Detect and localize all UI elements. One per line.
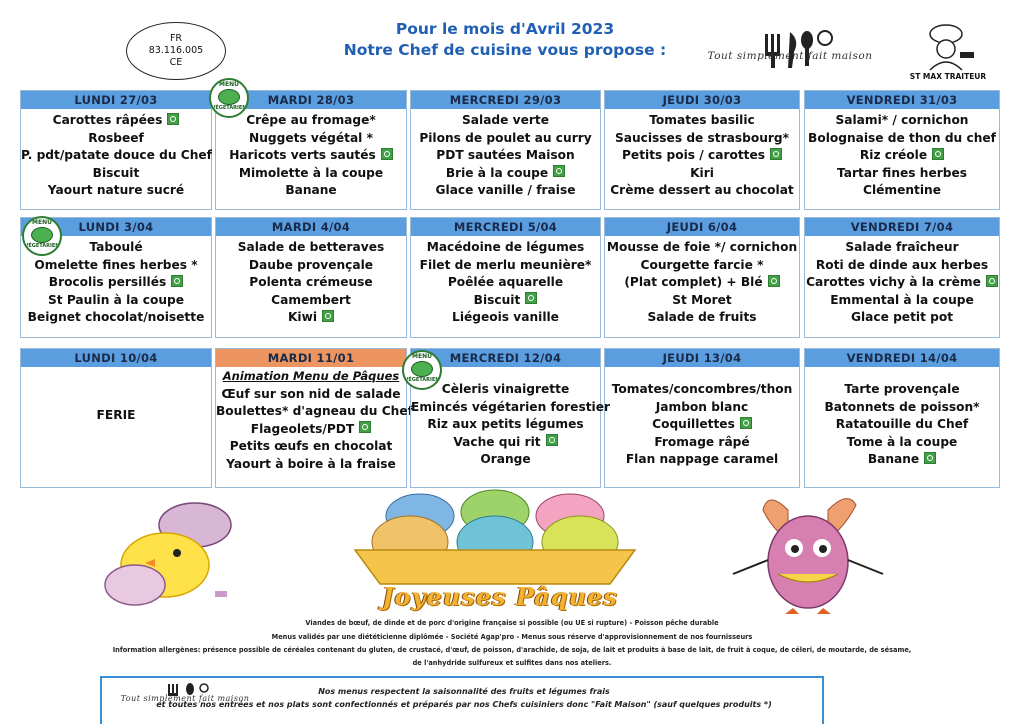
menu-item-label: Jambon blanc: [655, 399, 749, 414]
menu-item-label: Salami* / cornichon: [835, 113, 969, 127]
menu-item-label: Flageolets/PDT: [250, 421, 355, 436]
menu-item: [805, 292, 999, 310]
menu-item-label: Salade fraîcheur: [845, 240, 959, 254]
menu-item-label: Biscuit: [473, 292, 521, 307]
menu-item-label: St Moret: [672, 292, 732, 307]
menu-item-label: Banane: [867, 452, 920, 467]
menu-item: [21, 112, 211, 130]
menu-item-label: Glace petit pot: [850, 310, 954, 325]
vegetarian-menu-badge: [22, 216, 62, 256]
menu-item-label: Haricots verts sautés: [229, 148, 376, 163]
menu-item-label: Poêlée aquarelle: [447, 275, 564, 290]
menu-item-label: Emincés végétarien forestier: [411, 399, 610, 414]
menu-item-label: Kiri: [690, 165, 714, 180]
easter-eggs-icon: [345, 488, 645, 586]
menu-item: [805, 165, 999, 183]
day-cell: [410, 217, 601, 338]
leaf-icon: [411, 361, 433, 377]
day-menu: [411, 236, 600, 327]
menu-item-label: Ratatouille du Chef: [835, 417, 969, 432]
menu-item-label: Mousse de foie */ cornichon: [606, 240, 798, 254]
day-cell: [20, 90, 212, 210]
easter-greeting: Joyeuses Pâques: [382, 582, 618, 611]
menu-item-label: Salade verte: [462, 113, 549, 127]
bunny-egg-icon: [728, 490, 888, 615]
menu-item-label: Tartar fines herbes: [837, 165, 967, 180]
egg-character-illustration: [728, 490, 888, 615]
menu-item: [216, 257, 406, 275]
menu-item: [805, 130, 999, 148]
page-subtitle: Notre Chef de cuisine vous propose :: [343, 41, 667, 59]
menu-item-label: Emmental à la coupe: [830, 292, 974, 307]
organic-label-icon: [525, 292, 537, 304]
fait-maison-logo: [695, 28, 885, 70]
vegetarian-menu-badge: [209, 78, 249, 118]
menu-item-label: Biscuit: [92, 165, 140, 180]
stamp-line: 83.116.005: [148, 45, 204, 56]
stamp-line: CE: [169, 57, 183, 68]
menu-item: [216, 438, 406, 456]
day-menu: [216, 236, 406, 327]
menu-item: [805, 239, 999, 257]
menu-item: [216, 147, 406, 165]
menu-item: [605, 399, 799, 417]
menu-item: [411, 292, 600, 310]
menu-item-label: Macédoine de légumes: [426, 240, 585, 254]
organic-label-icon: [553, 165, 565, 177]
menu-item: [21, 407, 211, 425]
menu-item-label: Filet de merlu meunière*: [419, 257, 592, 272]
day-cell: [215, 348, 413, 488]
menu-item-label: St Paulin à la coupe: [47, 292, 184, 307]
organic-label-icon: [381, 148, 393, 160]
menu-item: [805, 147, 999, 165]
day-header: JEUDI 6/04: [605, 218, 799, 236]
day-cell: [20, 348, 212, 488]
day-menu: [805, 236, 999, 327]
menu-item-label: Pilons de poulet au curry: [419, 130, 592, 145]
menu-item-label: Tarte provençale: [844, 382, 960, 396]
menu-item: [605, 416, 799, 434]
menu-item-label: Tome à la coupe: [846, 434, 958, 449]
day-cell: [604, 217, 800, 338]
organic-label-icon: [359, 421, 371, 433]
day-menu: [411, 109, 600, 200]
menu-item: [411, 416, 600, 434]
leaf-icon: [31, 227, 53, 243]
menu-item-label: (Plat complet) + Blé: [624, 275, 763, 290]
fait-maison-banner: [100, 676, 824, 724]
day-menu: [411, 367, 610, 469]
eggs-tray-illustration: [345, 488, 645, 586]
menu-item: [216, 112, 406, 130]
banner-line-2: et toutes nos entrées et nos plats sont confectionnés et préparés par nos Chefs cuisiniers donc "Fait Maison" (sauf quelques produits *): [156, 700, 772, 709]
menu-item: [216, 309, 406, 327]
menu-item-label: Vache qui rit: [453, 434, 541, 449]
menu-item: [605, 292, 799, 310]
menu-item-label: Carottes râpées: [52, 113, 163, 127]
menu-item: [605, 165, 799, 183]
day-cell: [215, 217, 407, 338]
menu-item-label: Coquillettes: [652, 417, 735, 432]
menu-item: [605, 257, 799, 275]
day-menu: [805, 367, 999, 469]
day-menu: [805, 109, 999, 200]
day-cell: [804, 90, 1000, 210]
menu-item: [216, 130, 406, 148]
day-cell: [410, 90, 601, 210]
menu-item-label: Daube provençale: [248, 257, 374, 272]
menu-item: [605, 274, 799, 292]
menu-item-label: Courgette farcie *: [640, 257, 764, 272]
menu-item: [805, 274, 999, 292]
menu-item: [216, 403, 413, 421]
menu-item-label: Flan nappage caramel: [625, 452, 779, 467]
badge-top-text: MENU: [412, 353, 432, 360]
menu-item: [216, 239, 406, 257]
menu-item: [411, 434, 600, 452]
leaf-icon: [218, 89, 240, 105]
menu-item: [411, 130, 600, 148]
menu-item: [21, 274, 211, 292]
menu-item-label: Petits œufs en chocolat: [229, 439, 393, 454]
menu-item: [805, 434, 999, 452]
organic-label-icon: [932, 148, 944, 160]
menu-item-label: Beignet chocolat/noisette: [27, 310, 205, 325]
menu-item: [805, 381, 999, 399]
menu-item: [605, 451, 799, 469]
menu-item-label: Salade de fruits: [647, 310, 757, 325]
day-header: LUNDI 27/03: [21, 91, 211, 109]
menu-item: [216, 274, 406, 292]
day-header: MARDI 4/04: [216, 218, 406, 236]
animation-title: Animation Menu de Pâques: [222, 369, 400, 383]
chef-logo: [909, 22, 987, 82]
badge-top-text: MENU: [32, 219, 52, 226]
menu-item-label: Liégeois vanille: [452, 310, 559, 325]
menu-item: [605, 381, 799, 399]
day-header: MERCREDI 12/04: [411, 349, 600, 367]
menu-item: [411, 112, 600, 130]
organic-label-icon: [924, 452, 936, 464]
menu-item-label: Banane: [285, 183, 337, 198]
day-header: MERCREDI 29/03: [411, 91, 600, 109]
day-header: VENDREDI 14/04: [805, 349, 999, 367]
menu-item-label: Polenta crémeuse: [249, 275, 373, 290]
menu-item: [21, 165, 211, 183]
menu-item-label: Clémentine: [863, 183, 941, 198]
day-header: JEUDI 30/03: [605, 91, 799, 109]
menu-item-label: Salade de betteraves: [237, 240, 385, 254]
day-header: LUNDI 10/04: [21, 349, 211, 367]
day-cell: [604, 90, 800, 210]
organic-label-icon: [986, 275, 998, 287]
day-header: LUNDI 3/04: [21, 218, 211, 236]
badge-top-text: MENU: [219, 81, 239, 88]
menu-item: [216, 421, 406, 439]
menu-item-label: Taboulé: [89, 240, 143, 254]
menu-item-label: Boulettes* d'agneau du Chef: [216, 404, 413, 419]
menu-item: [411, 451, 600, 469]
day-header: VENDREDI 31/03: [805, 91, 999, 109]
menu-item: [21, 292, 211, 310]
vegetarian-menu-badge: [402, 350, 442, 390]
menu-item-label: Roti de dinde aux herbes: [815, 257, 989, 272]
menu-item: [21, 147, 211, 165]
menu-item: [21, 309, 211, 327]
day-header: JEUDI 13/04: [605, 349, 799, 367]
menu-item-label: Brie à la coupe: [445, 165, 549, 180]
organic-label-icon: [171, 275, 183, 287]
menu-item: [21, 130, 211, 148]
menu-item: [411, 274, 600, 292]
badge-bottom-text: VÉGÉTARIEN: [211, 105, 247, 111]
menu-item: [805, 309, 999, 327]
menu-item: [411, 239, 600, 257]
menu-item: [805, 399, 999, 417]
menu-item: [805, 451, 999, 469]
menu-item-label: Tomates/concombres/thon: [611, 382, 793, 396]
menu-item-label: Kiwi: [287, 310, 318, 325]
chick-illustration: [95, 495, 255, 610]
menu-item-label: Carottes vichy à la crème: [806, 275, 981, 290]
menu-item-label: Yaourt à boire à la fraise: [226, 456, 396, 471]
day-header: MARDI 11/01: [216, 349, 406, 367]
day-menu: [605, 109, 799, 200]
footer-note-allergens: Information allergènes: présence possible de céréales contenant du gluten, de crustacé, d'œuf, de poisson, d'arachide, de soja, de lait et produits à base de lait, de fruit à coque, de céleri, de moutarde, de sésame,: [112, 646, 912, 654]
menu-item: [216, 165, 406, 183]
menu-item: [605, 309, 799, 327]
menu-item-label: P. pdt/patate douce du Chef: [21, 148, 212, 163]
chef-icon: [912, 22, 984, 72]
page-title: Pour le mois d'Avril 2023: [395, 20, 615, 38]
badge-bottom-text: VÉGÉTARIEN: [404, 377, 440, 383]
footer-note-validation: Menus validés par une diététicienne diplômée - Société Agap'pro - Menus sous réserve d'approvisionnement de nos fournisseurs: [271, 633, 753, 641]
cutlery-icon: [695, 28, 885, 70]
menu-item: [605, 182, 799, 200]
menu-item-label: Bolognaise de thon du chef: [808, 130, 996, 145]
health-stamp: [126, 22, 226, 80]
menu-item: [805, 112, 999, 130]
menu-item-label: Brocolis persillés: [48, 275, 167, 290]
menu-item-label: Fromage râpé: [654, 434, 750, 449]
menu-item: [805, 257, 999, 275]
menu-item: [216, 182, 406, 200]
menu-item-label: Riz aux petits légumes: [427, 417, 584, 432]
menu-item: [21, 257, 211, 275]
menu-item: [21, 182, 211, 200]
menu-item-label: Orange: [480, 452, 531, 467]
organic-label-icon: [768, 275, 780, 287]
menu-item: [411, 309, 600, 327]
menu-item-label: PDT sautées Maison: [436, 148, 575, 163]
badge-bottom-text: VÉGÉTARIEN: [24, 243, 60, 249]
menu-item-label: Saucisses de strasbourg*: [614, 130, 790, 145]
menu-item: [411, 147, 600, 165]
menu-item-label: Yaourt nature sucré: [47, 183, 185, 198]
menu-item-label: Batonnets de poisson*: [824, 399, 980, 414]
stamp-line: FR: [169, 33, 183, 44]
menu-item: [411, 381, 600, 399]
organic-label-icon: [322, 310, 334, 322]
menu-item-label: Cèleris vinaigrette: [441, 382, 570, 396]
day-cell: [604, 348, 800, 488]
chick-in-egg-icon: [95, 495, 255, 610]
menu-item: [411, 165, 600, 183]
menu-item-label: Petits pois / carottes: [622, 148, 765, 163]
day-header: MERCREDI 5/04: [411, 218, 600, 236]
day-menu: [216, 109, 406, 200]
menu-item-label: Camembert: [271, 292, 351, 307]
organic-label-icon: [770, 148, 782, 160]
menu-item: [411, 257, 600, 275]
day-menu: [216, 367, 413, 474]
menu-item-label: Tomates basilic: [649, 113, 755, 127]
menu-item: [605, 112, 799, 130]
banner-logo-text: Tout simplement fait maison: [120, 694, 250, 703]
organic-label-icon: [740, 417, 752, 429]
day-cell: [804, 217, 1000, 338]
menu-item-label: Rosbeef: [88, 130, 144, 145]
footer-note-allergens-2: de l'anhydride sulfureux et sulfites dans nos ateliers.: [412, 659, 612, 667]
menu-item: [216, 456, 406, 474]
menu-item: [605, 239, 799, 257]
menu-item: [216, 386, 406, 404]
menu-item: [605, 130, 799, 148]
organic-label-icon: [546, 434, 558, 446]
menu-item: [605, 434, 799, 452]
day-header: VENDREDI 7/04: [805, 218, 999, 236]
menu-item-label: Nuggets végétal *: [249, 130, 373, 145]
menu-item-label: FERIE: [96, 408, 136, 422]
menu-item-label: Omelette fines herbes *: [34, 257, 198, 272]
menu-item-label: Glace vanille / fraise: [435, 183, 576, 198]
traiteur-name: ST MAX TRAITEUR: [909, 72, 987, 81]
logo-script-text: Tout simplement fait maison: [707, 50, 873, 62]
menu-item: [411, 399, 610, 417]
organic-label-icon: [167, 113, 179, 125]
menu-item: [605, 147, 799, 165]
menu-item: [805, 182, 999, 200]
day-menu: [21, 367, 211, 425]
day-cell: [804, 348, 1000, 488]
menu-item-label: Mimolette à la coupe: [238, 165, 384, 180]
menu-item-label: Riz créole: [859, 148, 928, 163]
footer-note-origin: Viandes de bœuf, de dinde et de porc d'origine française si possible (ou UE si rupture) - Poisson pêche durable: [305, 619, 719, 627]
banner-line-1: Nos menus respectent la saisonnalité des fruits et légumes frais: [318, 687, 610, 696]
day-menu: [21, 109, 211, 200]
menu-item-label: Crêpe au fromage*: [246, 113, 376, 127]
menu-item-label: Crème dessert au chocolat: [610, 183, 794, 198]
day-menu: [605, 236, 799, 327]
day-menu: [605, 367, 799, 469]
day-header: MARDI 28/03: [216, 91, 406, 109]
menu-item: [805, 416, 999, 434]
menu-item: [411, 182, 600, 200]
menu-item-label: Œuf sur son nid de salade: [221, 386, 401, 401]
menu-item: [216, 292, 406, 310]
